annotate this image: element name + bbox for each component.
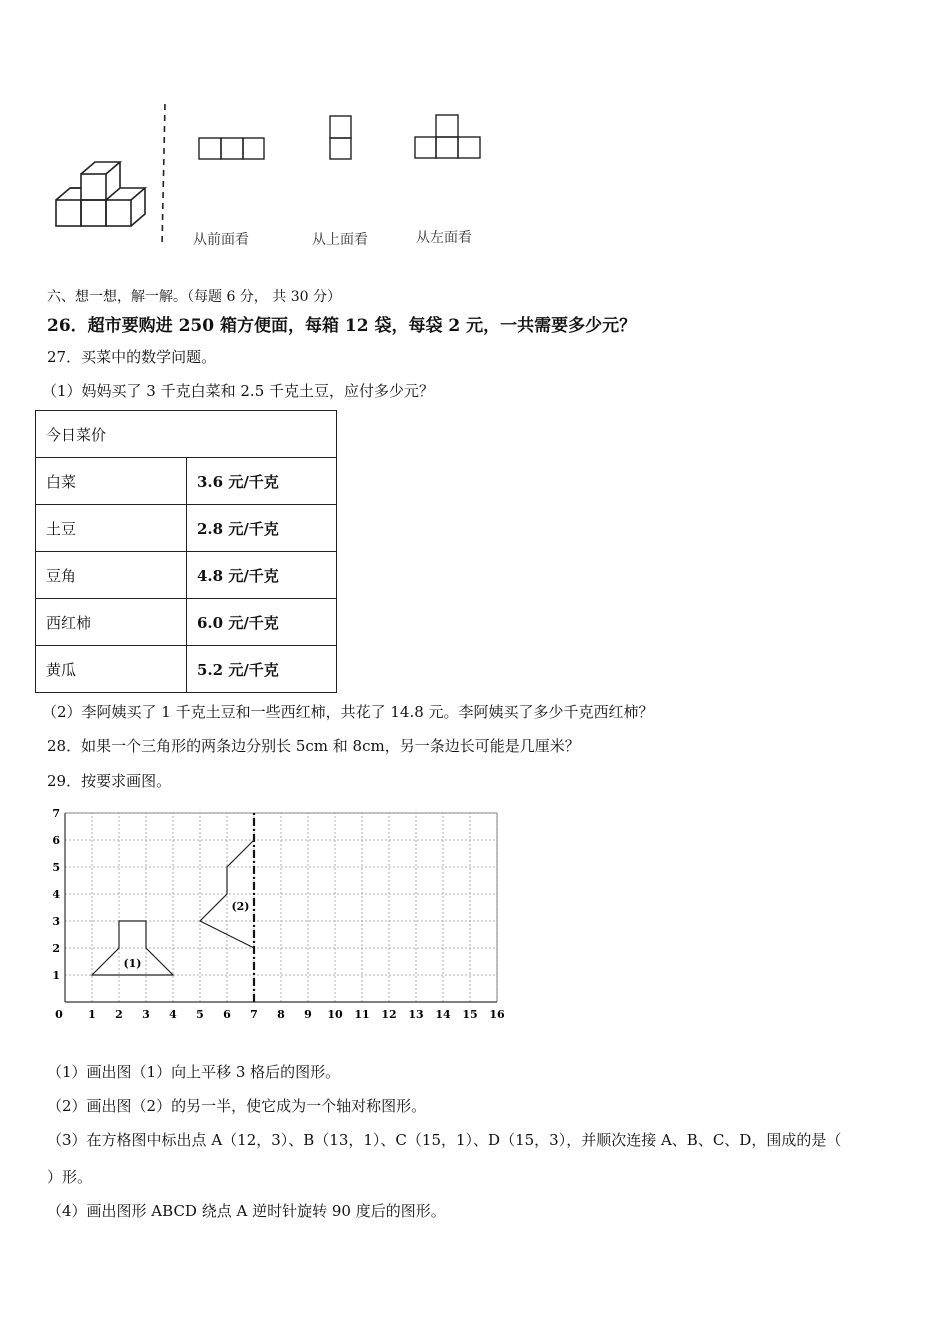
y-tick-label: 7	[52, 807, 60, 820]
veg-price: 2.8 元/千克	[187, 505, 337, 552]
table-header: 今日菜价	[36, 411, 337, 458]
question-29-title: 29．按要求画图。	[47, 772, 172, 790]
question-29-part3: （3）在方格图中标出点 A（12，3）、B（13，1）、C（15，1）、D（15，3），并顺次连接 A、B、C、D，围成的是（	[47, 1131, 842, 1149]
section-heading: 六、想一想，解一解。（每题 6 分， 共 30 分）	[47, 289, 341, 305]
cube-stack	[56, 162, 145, 226]
x-tick-label: 7	[250, 1008, 258, 1021]
veg-price: 5.2 元/千克	[187, 646, 337, 693]
veg-name: 黄瓜	[36, 646, 187, 693]
veg-price: 3.6 元/千克	[187, 458, 337, 505]
x-tick-label: 14	[435, 1008, 451, 1021]
front-view-label: 从前面看	[193, 232, 249, 248]
table-row	[36, 599, 337, 646]
y-tick-label: 2	[52, 942, 60, 955]
veg-name: 西红柿	[36, 599, 187, 646]
veg-name: 白菜	[36, 458, 187, 505]
y-tick-label: 3	[52, 915, 60, 928]
x-tick-label: 6	[223, 1008, 231, 1021]
shape-1-label: (1)	[123, 956, 142, 970]
table-row	[36, 458, 337, 505]
shape-2-label: (2)	[231, 900, 250, 914]
x-tick-label: 2	[115, 1008, 123, 1021]
left-view-label: 从左面看	[416, 230, 472, 246]
x-tick-label: 12	[381, 1008, 397, 1021]
x-tick-label: 11	[354, 1008, 370, 1021]
top-view-label: 从上面看	[312, 232, 368, 248]
question-27-part2: （2）李阿姨买了 1 千克土豆和一些西红柿，共花了 14.8 元。李阿姨买了多少千克西红柿？	[42, 703, 654, 721]
question-27-title: 27．买菜中的数学问题。	[47, 348, 217, 366]
question-29-part2: （2）画出图（2）的另一半，使它成为一个轴对称图形。	[47, 1097, 427, 1115]
table-row	[36, 552, 337, 599]
y-tick-label: 5	[52, 861, 60, 874]
x-tick-label: 0	[55, 1008, 63, 1021]
table-header-row	[36, 411, 337, 458]
top-view-drawing	[330, 116, 351, 159]
front-view-drawing	[199, 138, 264, 159]
veg-price: 4.8 元/千克	[187, 552, 337, 599]
question-29-part3-end: ）形。	[47, 1168, 93, 1186]
veg-name: 豆角	[36, 552, 187, 599]
dashed-divider	[162, 104, 165, 246]
x-tick-label: 13	[408, 1008, 424, 1021]
y-tick-label: 6	[52, 834, 60, 847]
veg-price: 6.0 元/千克	[187, 599, 337, 646]
question-26: 26．超市要购进 250 箱方便面，每箱 12 袋，每袋 2 元，一共需要多少元？	[47, 316, 637, 336]
x-tick-label: 4	[169, 1008, 177, 1021]
question-29-part1: （1）画出图（1）向上平移 3 格后的图形。	[47, 1063, 341, 1081]
question-27-part1: （1）妈妈买了 3 千克白菜和 2.5 千克土豆，应付多少元？	[42, 382, 435, 400]
question-28: 28．如果一个三角形的两条边分别长 5cm 和 8cm，另一条边长可能是几厘米？	[47, 737, 580, 755]
x-tick-label: 9	[304, 1008, 312, 1021]
price-table	[35, 410, 337, 693]
y-tick-label: 1	[52, 969, 60, 982]
table-row	[36, 505, 337, 552]
x-tick-label: 1	[88, 1008, 96, 1021]
x-tick-label: 16	[489, 1008, 505, 1021]
x-tick-label: 15	[462, 1008, 478, 1021]
question-29-part4: （4）画出图形 ABCD 绕点 A 逆时针旋转 90 度后的图形。	[47, 1202, 446, 1220]
x-tick-label: 8	[277, 1008, 285, 1021]
left-view-drawing	[415, 115, 480, 158]
x-tick-label: 3	[142, 1008, 150, 1021]
x-tick-label: 10	[327, 1008, 343, 1021]
table-row	[36, 646, 337, 693]
coordinate-grid	[40, 800, 520, 1030]
y-tick-label: 4	[52, 888, 60, 901]
x-tick-label: 5	[196, 1008, 204, 1021]
veg-name: 土豆	[36, 505, 187, 552]
